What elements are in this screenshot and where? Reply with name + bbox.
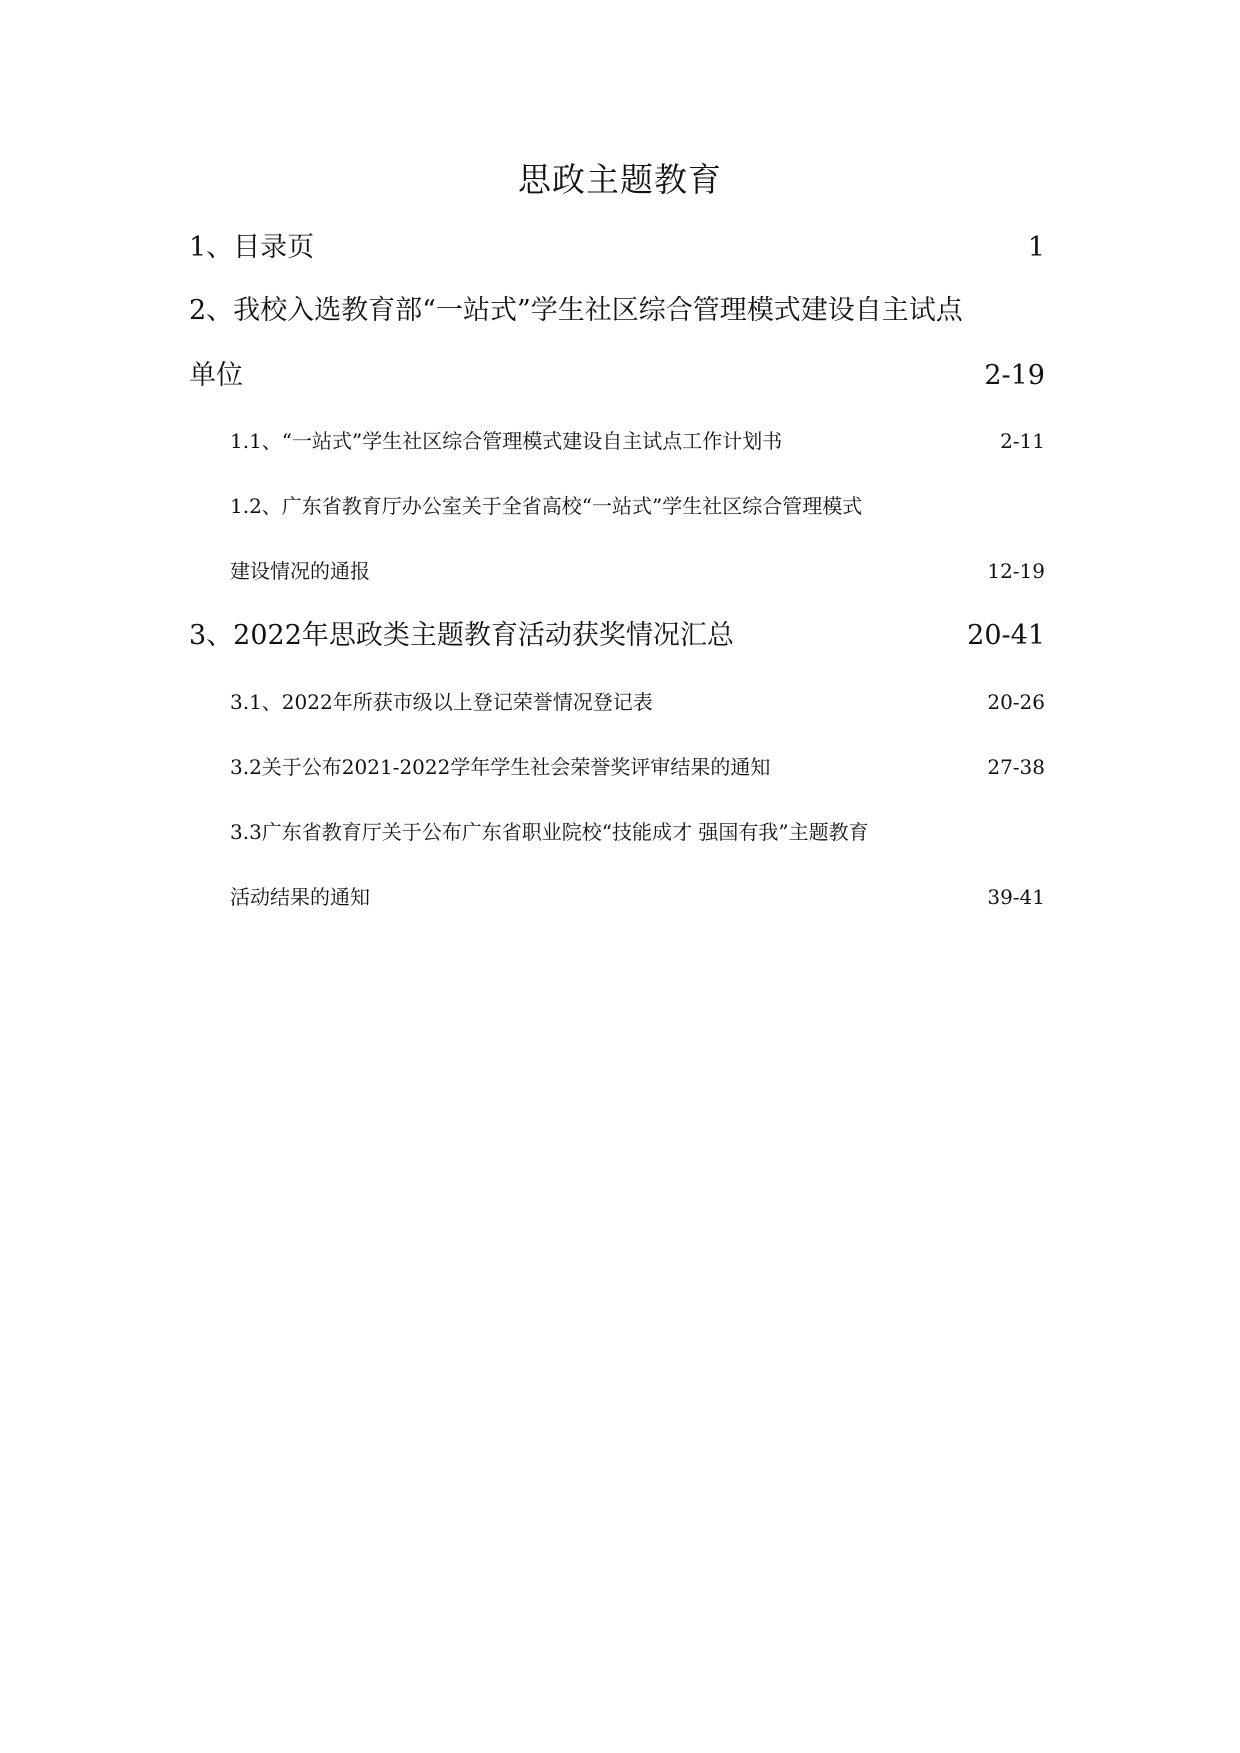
toc-entry-3-2-text: 3.2关于公布2021-2022学年学生社会荣誉奖评审结果的通知 xyxy=(230,755,771,779)
toc-entry-2-page: 2-19 xyxy=(984,360,1045,391)
toc-entry-3-3-text: 活动结果的通知 xyxy=(230,885,370,909)
toc-entry-2-1-text: 1.1、“一站式”学生社区综合管理模式建设自主试点工作计划书 xyxy=(230,429,783,453)
toc-entry-1[interactable] xyxy=(189,228,1045,268)
toc-entry-3-text: 3、2022年思政类主题教育活动获奖情况汇总 xyxy=(189,620,734,651)
toc-entry-3-page: 20-41 xyxy=(967,620,1045,651)
toc-entry-1-page: 1 xyxy=(1027,232,1045,263)
toc-entry-2-1-page: 2-11 xyxy=(1000,429,1045,453)
toc-entry-3-1-page: 20-26 xyxy=(987,690,1045,714)
toc-entry-2-1[interactable] xyxy=(230,425,1045,457)
toc-entry-3-3-line1[interactable]: 3.3广东省教育厅关于公布广东省职业院校“技能成才 强国有我”主题教育 xyxy=(230,820,869,844)
toc-entry-2-2[interactable] xyxy=(230,555,1045,587)
toc-entry-3-1-text: 3.1、2022年所获市级以上登记荣誉情况登记表 xyxy=(230,690,653,714)
toc-entry-2[interactable] xyxy=(189,356,1045,396)
toc-entry-3-2-page: 27-38 xyxy=(987,755,1045,779)
toc-entry-2-2-text: 建设情况的通报 xyxy=(230,559,370,583)
document-title: 思政主题教育 xyxy=(518,160,722,199)
toc-entry-3-3-page: 39-41 xyxy=(987,885,1045,909)
toc-entry-3-2[interactable] xyxy=(230,751,1045,783)
toc-entry-2-2-page: 12-19 xyxy=(987,559,1045,583)
toc-entry-2-2-line1[interactable]: 1.2、广东省教育厅办公室关于全省高校“一站式”学生社区综合管理模式 xyxy=(230,494,863,518)
toc-entry-2-line1[interactable]: 2、我校入选教育部“一站式”学生社区综合管理模式建设自主试点 xyxy=(189,295,963,326)
toc-entry-3-3[interactable] xyxy=(230,881,1045,913)
toc-entry-1-text: 1、目录页 xyxy=(189,232,315,263)
toc-entry-3[interactable] xyxy=(189,616,1045,656)
toc-entry-3-1[interactable] xyxy=(230,686,1045,718)
toc-entry-2-text: 单位 xyxy=(189,360,243,391)
